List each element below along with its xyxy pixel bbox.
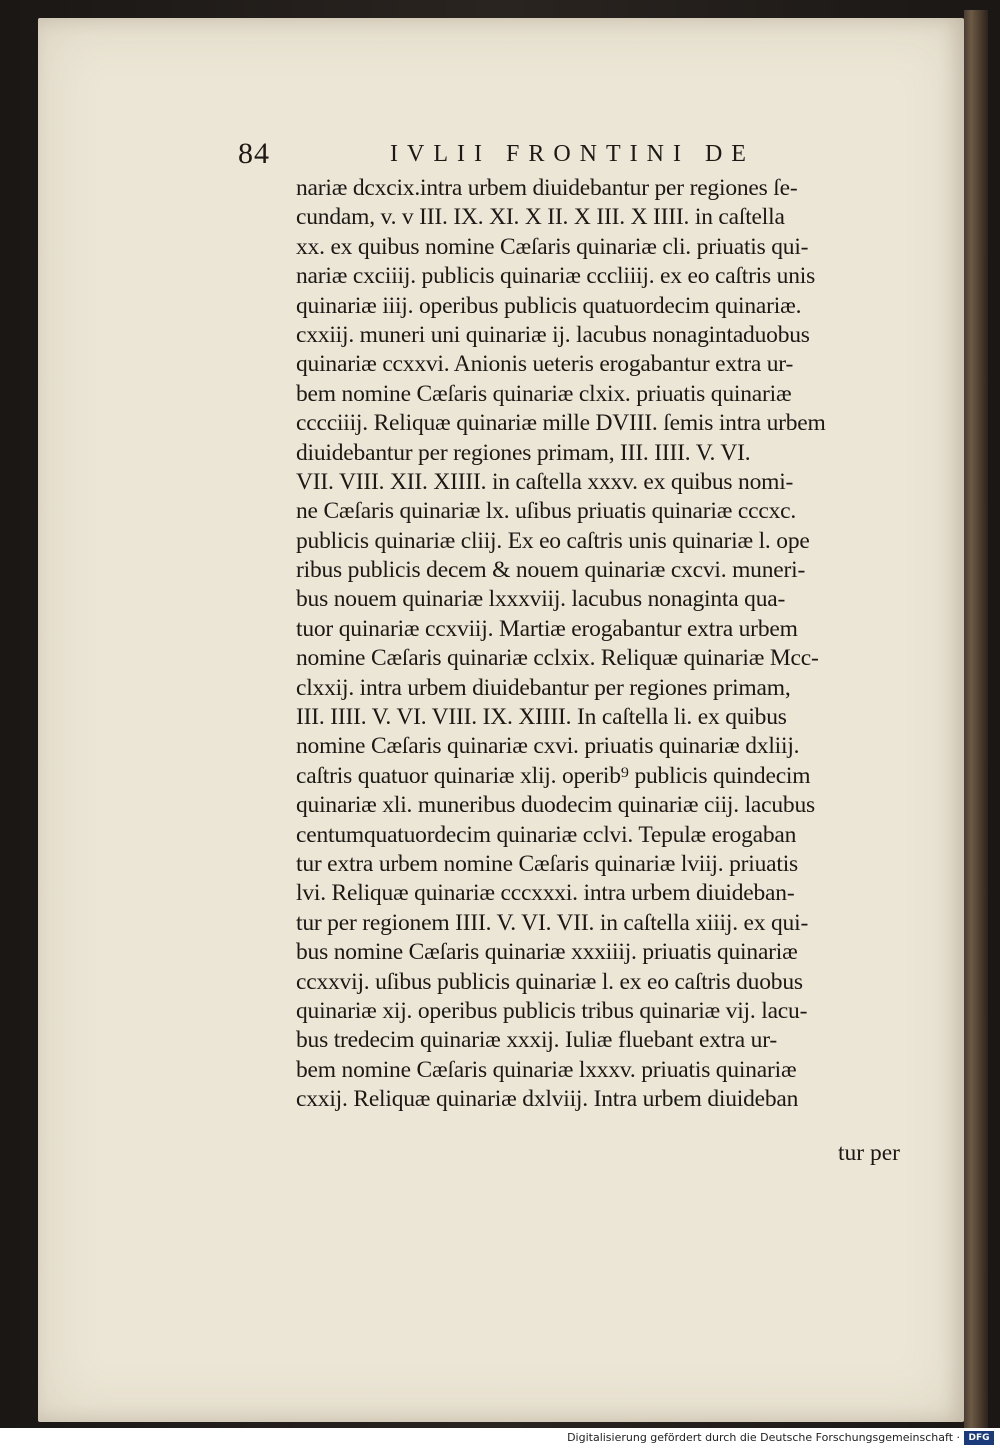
footer-credit: Digitalisierung gefördert durch die Deutsche Forschungsgemeinschaft · <box>567 1431 960 1444</box>
text-line: ccxxvij. uſibus publicis quinariæ l. ex eo caſtris duobus <box>296 968 803 995</box>
text-line: bus nomine Cæſaris quinariæ xxxiiij. priuatis quinariæ <box>296 939 798 966</box>
text-line: quinariæ iiij. operibus publicis quatuordecim quinariæ. <box>296 292 802 319</box>
text-line: diuidebantur per regiones primam, III. IIII. V. VI. <box>296 439 751 466</box>
text-line: cxxij. Reliquæ quinariæ dxlviij. Intra urbem diuideban <box>296 1086 799 1113</box>
text-line: publicis quinariæ cliij. Ex eo caſtris unis quinariæ l. ope <box>296 527 810 554</box>
text-line: bus nouem quinariæ lxxxviij. lacubus nonaginta qua- <box>296 586 786 613</box>
text-line: ne Cæſaris quinariæ lx. uſibus priuatis quinariæ cccxc. <box>296 498 797 525</box>
text-line: caſtris quatuor quinariæ xlij. operib⁹ publicis quindecim <box>296 762 811 789</box>
text-line: nariæ cxciiij. publicis quinariæ cccliiij. ex eo caſtris unis <box>296 263 816 290</box>
text-line: bus tredecim quinariæ xxxij. Iuliæ fluebant extra ur- <box>296 1027 777 1054</box>
text-line: clxxij. intra urbem diuidebantur per regiones primam, <box>296 674 791 701</box>
body-text <box>296 174 936 1115</box>
text-line: tuor quinariæ ccxviij. Martiæ erogabantur extra urbem <box>296 615 798 642</box>
text-line: VII. VIII. XII. XIIII. in caſtella xxxv. ex quibus nomi- <box>296 468 794 495</box>
page-number: 84 <box>238 137 270 170</box>
text-line: tur per regionem IIII. V. VI. VII. in caſtella xiiij. ex qui- <box>296 909 809 936</box>
text-line: lvi. Reliquæ quinariæ cccxxxi. intra urbem diuideban- <box>296 880 795 907</box>
text-line: cundam, v. v III. IX. XI. X II. X III. X IIII. in caſtella <box>296 204 785 231</box>
text-line: nomine Cæſaris quinariæ cxvi. priuatis quinariæ dxliij. <box>296 733 800 760</box>
text-line: nomine Cæſaris quinariæ cclxix. Reliquæ quinariæ Mcc- <box>296 645 819 672</box>
catchword: tur per <box>838 1140 900 1166</box>
text-line: xx. ex quibus nomine Cæſaris quinariæ cli. priuatis qui- <box>296 233 809 260</box>
text-line: quinariæ ccxxvi. Anionis ueteris erogabantur extra ur- <box>296 351 794 378</box>
text-line: cccciiij. Reliquæ quinariæ mille DVIII. ſemis intra urbem <box>296 410 826 437</box>
text-line: bem nomine Cæſaris quinariæ clxix. priuatis quinariæ <box>296 380 792 407</box>
text-line: quinariæ xli. muneribus duodecim quinariæ ciij. lacubus <box>296 792 815 819</box>
text-line: quinariæ xij. operibus publicis tribus quinariæ vij. lacu- <box>296 997 808 1024</box>
dfg-logo: DFG <box>964 1431 994 1445</box>
text-line: centumquatuordecim quinariæ cclvi. Tepulæ erogaban <box>296 821 797 848</box>
running-head: IVLII FRONTINI DE <box>390 140 755 167</box>
page-header <box>238 134 938 174</box>
text-line: bem nomine Cæſaris quinariæ lxxxv. priuatis quinariæ <box>296 1056 797 1083</box>
text-line: nariæ dcxcix.intra urbem diuidebantur per regiones ſe- <box>296 175 798 201</box>
text-line: cxxiij. muneri uni quinariæ ij. lacubus nonagintaduobus <box>296 321 810 348</box>
page-edge <box>964 10 988 1428</box>
text-line: tur extra urbem nomine Cæſaris quinariæ lviij. priuatis <box>296 850 798 877</box>
text-line: ribus publicis decem & nouem quinariæ cxcvi. muneri- <box>296 557 806 584</box>
text-line: III. IIII. V. VI. VIII. IX. XIIII. In caſtella li. ex quibus <box>296 704 787 731</box>
